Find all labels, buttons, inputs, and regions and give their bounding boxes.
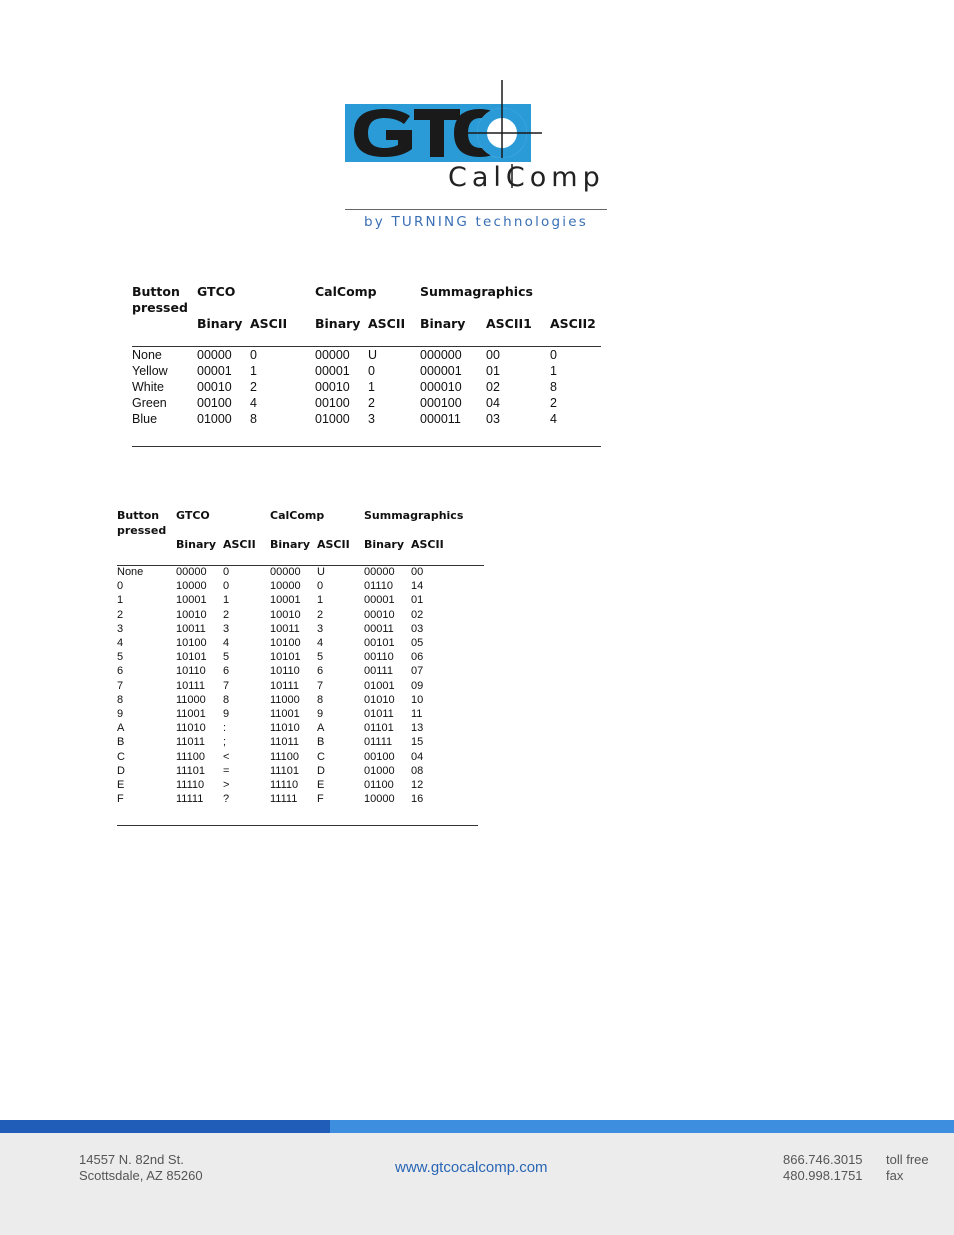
cell-calcomp-binary: 10111 — [270, 679, 299, 692]
cell-summa-ascii: 15 — [411, 736, 424, 749]
cell-summa-binary: 01010 — [364, 693, 395, 706]
footer-phone-labels — [886, 1152, 929, 1184]
cell-summa-ascii: 09 — [411, 679, 424, 692]
cell-summa-ascii: 02 — [411, 608, 424, 621]
cell-summa-ascii2: 1 — [550, 364, 557, 378]
cell-calcomp-binary: 11011 — [270, 736, 299, 749]
header-summa-binary: Binary — [364, 538, 405, 551]
cell-summa-binary: 01110 — [364, 580, 393, 593]
label-fax: fax — [886, 1168, 904, 1183]
cell-gtco-ascii: 4 — [223, 637, 230, 649]
phone-toll-free: 866.746.3015 — [783, 1152, 863, 1167]
cell-gtco-ascii: ; — [223, 736, 227, 749]
cell-calcomp-ascii: 6 — [317, 665, 324, 678]
cell-gtco-binary: 11010 — [176, 722, 206, 735]
header-summa-ascii: ASCII — [411, 538, 444, 551]
cell-summa-binary: 00001 — [364, 594, 395, 607]
cell-gtco-ascii: 1 — [250, 364, 257, 378]
cell-gtco-binary: 10111 — [176, 679, 205, 692]
footer-website-link[interactable]: www.gtcocalcomp.com — [395, 1159, 548, 1176]
cell-summa-binary: 00000 — [364, 566, 395, 578]
cell-calcomp-ascii: F — [317, 793, 324, 806]
header-gtco-ascii: ASCII — [250, 316, 288, 331]
cell-summa-ascii1: 03 — [486, 412, 500, 426]
cell-summa-ascii1: 01 — [486, 364, 500, 378]
cell-summa-binary: 00101 — [364, 637, 395, 649]
cell-gtco-ascii: ? — [223, 793, 230, 806]
cell-calcomp-binary: 11110 — [270, 779, 299, 791]
cell-calcomp-ascii: A — [317, 722, 325, 735]
cell-summa-ascii: 03 — [411, 622, 424, 635]
cell-calcomp-binary: 11001 — [270, 708, 300, 720]
cell-summa-binary: 01100 — [364, 779, 394, 791]
address-city: Scottsdale, AZ 85260 — [79, 1168, 203, 1183]
cell-gtco-ascii: 8 — [250, 412, 257, 426]
cell-summa-ascii: 16 — [411, 793, 424, 806]
cell-calcomp-ascii: 3 — [317, 622, 324, 635]
cell-summa-ascii2: 4 — [550, 412, 557, 426]
footer-accent-bar-dark — [0, 1120, 330, 1133]
cell-summa-ascii: 14 — [411, 580, 424, 593]
logo-tagline: by TURNING technologies — [364, 214, 588, 230]
header-gtco-binary: Binary — [176, 538, 217, 551]
header-calcomp: CalComp — [315, 284, 377, 299]
cell-calcomp-ascii: 1 — [368, 380, 375, 394]
cell-calcomp-binary: 00000 — [315, 348, 350, 362]
cell-summa-ascii1: 02 — [486, 380, 500, 394]
cell-calcomp-ascii: 0 — [317, 580, 324, 593]
logo-calcomp-wordmark: CalComp — [448, 162, 605, 193]
cell-calcomp-binary: 01000 — [315, 412, 350, 426]
cell-summa-binary: 000010 — [420, 380, 462, 394]
cell-summa-binary: 000011 — [420, 412, 461, 426]
cell-summa-ascii: 13 — [411, 722, 424, 735]
cell-gtco-ascii: 2 — [250, 380, 257, 394]
cell-button: 0 — [117, 580, 124, 593]
header-summa-ascii1: ASCII1 — [486, 316, 532, 331]
cell-gtco-binary: 10001 — [176, 594, 207, 607]
cell-gtco-binary: 11101 — [176, 764, 205, 777]
phone-fax: 480.998.1751 — [783, 1168, 863, 1183]
header-pressed: pressed — [117, 524, 167, 537]
cell-summa-ascii: 05 — [411, 637, 424, 649]
cell-calcomp-ascii: 2 — [368, 396, 375, 410]
cell-button: 9 — [117, 708, 124, 720]
cell-gtco-binary: 10110 — [176, 665, 206, 678]
cell-gtco-ascii: 3 — [223, 622, 230, 635]
cell-button: D — [117, 764, 125, 777]
cell-gtco-ascii: 5 — [223, 651, 230, 664]
header-gtco: GTCO — [197, 284, 236, 299]
cell-gtco-binary: 11100 — [176, 750, 205, 763]
cell-gtco-ascii: 9 — [223, 708, 230, 720]
cell-calcomp-ascii: B — [317, 736, 325, 749]
cell-calcomp-ascii: C — [317, 750, 325, 763]
cell-calcomp-ascii: 8 — [317, 693, 324, 706]
cell-calcomp-binary: 11111 — [270, 793, 298, 806]
cell-gtco-ascii: 7 — [223, 679, 230, 692]
cell-summa-ascii2: 8 — [550, 380, 557, 394]
header-calcomp-ascii: ASCII — [317, 538, 350, 551]
cell-calcomp-binary: 10000 — [270, 580, 301, 593]
cell-gtco-ascii: 2 — [223, 608, 230, 621]
cell-gtco-binary: 11000 — [176, 693, 206, 706]
cell-gtco-binary: 10101 — [176, 651, 207, 664]
cell-button: C — [117, 750, 125, 763]
cell-summa-ascii: 08 — [411, 764, 424, 777]
address-street: 14557 N. 82nd St. — [79, 1152, 184, 1167]
cell-calcomp-ascii: 4 — [317, 637, 324, 649]
cell-summa-binary: 000000 — [420, 348, 462, 362]
cell-calcomp-ascii: U — [317, 566, 325, 578]
cell-gtco-ascii: < — [223, 750, 230, 763]
page-footer — [0, 1120, 954, 1235]
cell-button: 8 — [117, 693, 124, 706]
cell-calcomp-binary: 11000 — [270, 693, 300, 706]
cell-gtco-ascii: 6 — [223, 665, 230, 678]
header-calcomp-binary: Binary — [315, 316, 361, 331]
cell-button: 4 — [117, 637, 124, 649]
cell-button: None — [117, 566, 144, 578]
cell-summa-binary: 01111 — [364, 736, 393, 749]
cell-summa-binary: 000001 — [420, 364, 462, 378]
cell-button: Yellow — [132, 364, 168, 378]
cell-calcomp-binary: 10101 — [270, 651, 301, 664]
cell-gtco-binary: 11001 — [176, 708, 206, 720]
cell-calcomp-binary: 11101 — [270, 764, 299, 777]
cell-calcomp-ascii: 5 — [317, 651, 324, 664]
cell-button: None — [132, 348, 162, 362]
cell-gtco-binary: 11111 — [176, 793, 204, 806]
header-gtco: GTCO — [176, 509, 210, 522]
cell-summa-binary: 01000 — [364, 764, 395, 777]
cell-button: 2 — [117, 608, 124, 621]
cell-button: F — [117, 793, 124, 806]
cell-gtco-binary: 00000 — [176, 566, 207, 578]
cell-gtco-ascii: 4 — [250, 396, 257, 410]
cell-summa-binary: 00110 — [364, 651, 394, 664]
cell-summa-binary: 10000 — [364, 793, 395, 806]
cell-button: E — [117, 779, 125, 791]
cell-calcomp-ascii: 3 — [368, 412, 375, 426]
cell-calcomp-ascii: 7 — [317, 679, 324, 692]
cell-summa-ascii: 07 — [411, 665, 424, 678]
cell-summa-binary: 00111 — [364, 665, 393, 678]
cell-summa-ascii: 00 — [411, 566, 424, 578]
cell-button: 7 — [117, 679, 124, 692]
cell-calcomp-ascii: U — [368, 348, 378, 362]
cell-summa-ascii2: 2 — [550, 396, 557, 410]
cell-calcomp-binary: 10001 — [270, 594, 301, 607]
header-calcomp-binary: Binary — [270, 538, 311, 551]
cell-button: White — [132, 380, 164, 394]
cell-button: Blue — [132, 412, 158, 426]
header-pressed: pressed — [132, 300, 188, 315]
cell-calcomp-binary: 00000 — [270, 566, 301, 578]
header-calcomp-ascii: ASCII — [368, 316, 406, 331]
cell-gtco-binary: 00000 — [197, 348, 232, 362]
cell-gtco-binary: 10011 — [176, 622, 206, 635]
cell-summa-ascii1: 04 — [486, 396, 500, 410]
cell-summa-binary: 01011 — [364, 708, 394, 720]
cell-gtco-binary: 01000 — [197, 412, 232, 426]
cell-gtco-ascii: : — [223, 722, 227, 735]
header-summagraphics: Summagraphics — [364, 509, 464, 522]
cell-summa-ascii: 11 — [411, 708, 423, 720]
cell-summa-binary: 000100 — [420, 396, 462, 410]
cell-calcomp-binary: 10010 — [270, 608, 301, 621]
cell-gtco-ascii: 8 — [223, 693, 230, 706]
cell-calcomp-binary: 11010 — [270, 722, 300, 735]
cell-calcomp-ascii: 0 — [368, 364, 375, 378]
header-calcomp: CalComp — [270, 509, 325, 522]
cell-gtco-binary: 10100 — [176, 637, 207, 649]
header-gtco-binary: Binary — [197, 316, 243, 331]
cell-gtco-ascii: 0 — [250, 348, 257, 362]
cell-summa-binary: 00100 — [364, 750, 395, 763]
cell-gtco-ascii: 0 — [223, 580, 230, 593]
cell-calcomp-binary: 00010 — [315, 380, 350, 394]
cell-calcomp-binary: 10110 — [270, 665, 300, 678]
cell-summa-ascii: 06 — [411, 651, 424, 664]
header-summa-ascii2: ASCII2 — [550, 316, 596, 331]
footer-accent-bar-light — [330, 1120, 954, 1133]
cell-gtco-binary: 10010 — [176, 608, 207, 621]
cell-calcomp-ascii: 9 — [317, 708, 324, 720]
cell-calcomp-ascii: D — [317, 764, 325, 777]
cell-gtco-ascii: 1 — [223, 594, 230, 607]
cell-summa-binary: 01001 — [364, 679, 395, 692]
footer-address — [79, 1152, 203, 1184]
cell-calcomp-binary: 00100 — [315, 396, 350, 410]
header-button: Button — [117, 509, 160, 522]
cell-calcomp-ascii: E — [317, 779, 325, 791]
cell-button: A — [117, 722, 125, 735]
cell-button: 1 — [117, 594, 124, 607]
cell-gtco-binary: 00100 — [197, 396, 232, 410]
cell-summa-ascii: 01 — [411, 594, 424, 607]
cell-button: 5 — [117, 651, 124, 664]
cell-summa-binary: 00010 — [364, 608, 395, 621]
cell-gtco-binary: 10000 — [176, 580, 207, 593]
cell-button: 6 — [117, 665, 124, 678]
table2-bottom-rule — [117, 825, 478, 826]
footer-phone-numbers — [783, 1152, 863, 1184]
cell-summa-ascii: 10 — [411, 693, 424, 706]
cell-gtco-ascii: > — [223, 779, 230, 791]
cell-calcomp-binary: 00001 — [315, 364, 350, 378]
cell-button: B — [117, 736, 125, 749]
cell-gtco-binary: 00010 — [197, 380, 232, 394]
cell-gtco-ascii: 0 — [223, 566, 230, 578]
cell-summa-binary: 00011 — [364, 622, 394, 635]
header-summagraphics: Summagraphics — [420, 284, 533, 299]
cell-button: 3 — [117, 622, 124, 635]
cell-summa-ascii1: 00 — [486, 348, 500, 362]
cell-summa-ascii2: 0 — [550, 348, 557, 362]
cell-summa-ascii: 04 — [411, 750, 424, 763]
header-gtco-ascii: ASCII — [223, 538, 256, 551]
cell-calcomp-ascii: 1 — [317, 594, 324, 607]
cell-button: Green — [132, 396, 167, 410]
cell-summa-ascii: 12 — [411, 779, 424, 791]
cell-gtco-binary: 11110 — [176, 779, 205, 791]
cell-gtco-binary: 11011 — [176, 736, 205, 749]
cell-calcomp-binary: 10011 — [270, 622, 300, 635]
cell-gtco-binary: 00001 — [197, 364, 232, 378]
cell-calcomp-ascii: 2 — [317, 608, 324, 621]
cell-gtco-ascii: = — [223, 764, 230, 777]
cell-calcomp-binary: 10100 — [270, 637, 301, 649]
cell-summa-binary: 01101 — [364, 722, 394, 735]
label-toll-free: toll free — [886, 1152, 929, 1167]
header-button: Button — [132, 284, 180, 299]
cell-calcomp-binary: 11100 — [270, 750, 299, 763]
header-summa-binary: Binary — [420, 316, 466, 331]
